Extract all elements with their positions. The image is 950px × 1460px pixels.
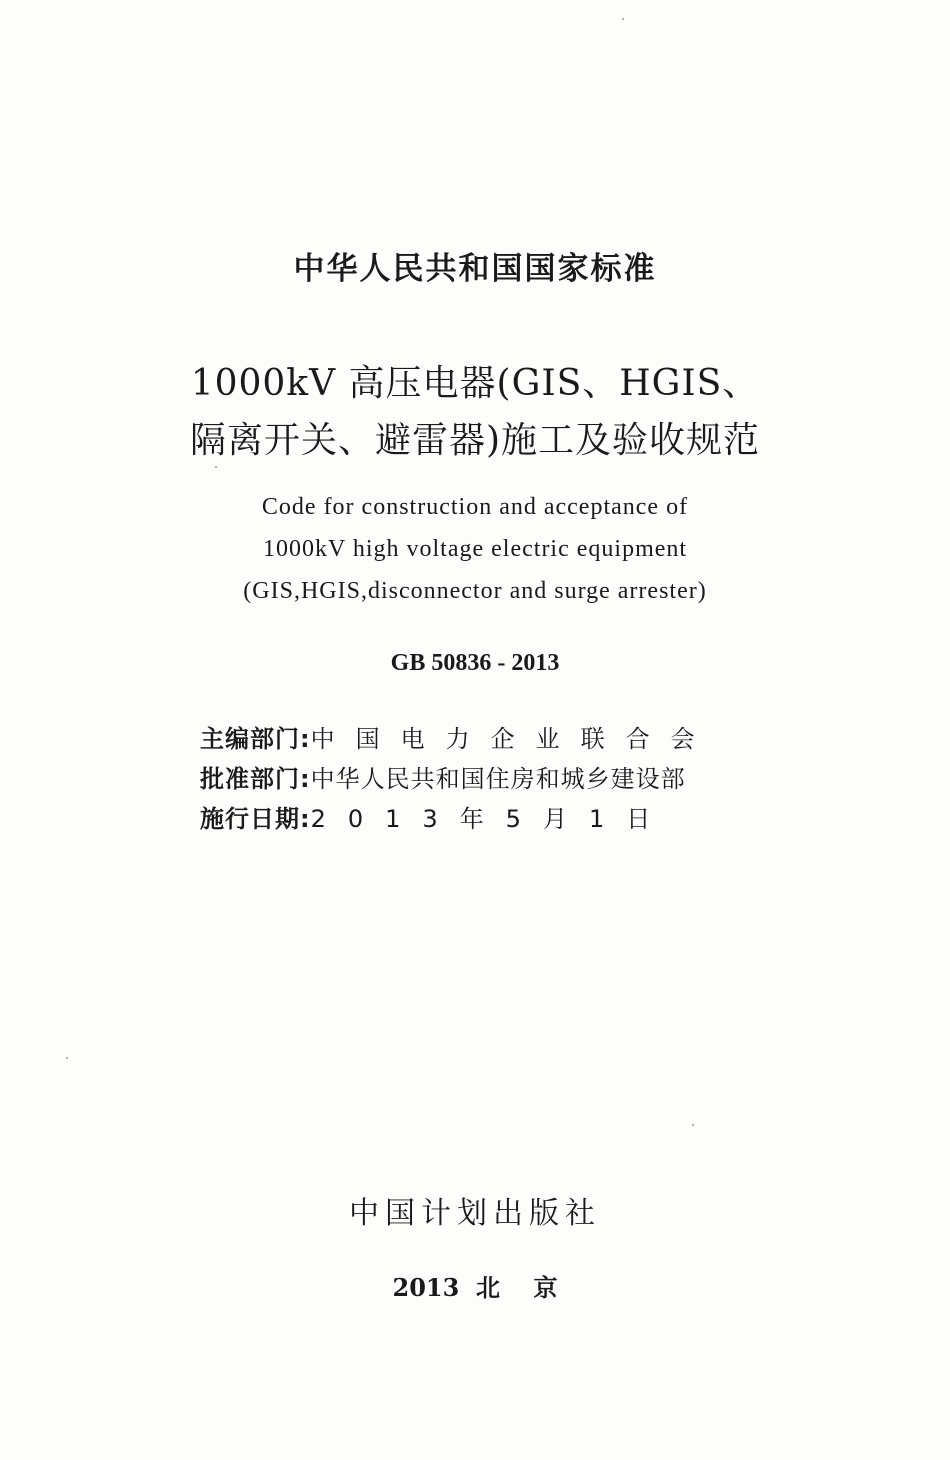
editor-department-value: 中国电力企业联合会 <box>310 724 716 753</box>
english-title-line-1: Code for construction and acceptance of <box>261 494 689 520</box>
scan-speck <box>66 1057 68 1059</box>
effective-date-row <box>200 800 672 832</box>
approving-department-row <box>200 760 686 792</box>
editor-department-row <box>200 720 716 752</box>
publisher-name: 中国计划出版社 <box>349 1196 601 1231</box>
approving-department-value: 中华人民共和国住房和城乡建设部 <box>310 764 686 793</box>
approving-department-label: 批准部门: <box>200 764 311 793</box>
english-title-line-3: (GIS,HGIS,disconnector and surge arrester) <box>243 578 707 604</box>
scan-speck <box>622 18 624 20</box>
national-standard-label: 中华人民共和国国家标准 <box>293 251 657 287</box>
effective-date-value: 2013年5月1日 <box>310 804 673 833</box>
scan-speck <box>215 466 217 468</box>
scan-speck <box>692 1124 694 1126</box>
standard-number: GB 50836 - 2013 <box>390 650 560 676</box>
chinese-title-line-2: 隔离开关、避雷器)施工及验收规范 <box>189 420 761 461</box>
effective-date-label: 施行日期: <box>200 804 311 833</box>
editor-department-label: 主编部门: <box>200 724 311 753</box>
chinese-title-line-1: 1000kV 高压电器(GIS、HGIS、 <box>190 363 760 404</box>
english-title-line-2: 1000kV high voltage electric equipment <box>262 536 688 562</box>
publication-year-city: 2013 北 京 <box>392 1273 558 1302</box>
